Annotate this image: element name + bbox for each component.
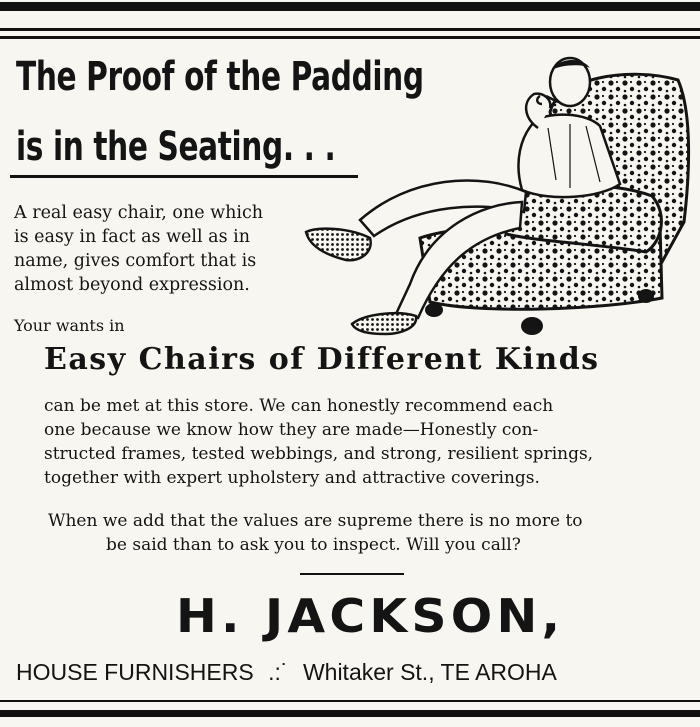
headline-line-1: The Proof of the Padding bbox=[16, 54, 424, 100]
bottom-border-rule bbox=[0, 710, 700, 717]
intro-line: almost beyond expression. bbox=[14, 275, 250, 295]
store-name: H. JACKSON, bbox=[176, 589, 565, 643]
section-divider bbox=[300, 573, 404, 575]
top-border-rule bbox=[0, 2, 700, 11]
top-double-rule-2 bbox=[0, 36, 700, 39]
body-line: together with expert upholstery and attractive coverings. bbox=[44, 468, 540, 488]
top-double-rule-1 bbox=[0, 28, 700, 31]
headline-line-2: is in the Seating. . . bbox=[16, 124, 336, 170]
body-line: one because we know how they are made—Honestly con- bbox=[44, 420, 539, 440]
shoe bbox=[306, 229, 371, 261]
footer-street-town: Whitaker St., TE AROHA bbox=[302, 659, 557, 685]
intro-line: is easy in fact as well as in bbox=[14, 227, 251, 247]
body-line: structed frames, tested webbings, and strong, resilient springs, bbox=[44, 444, 594, 464]
chair-caster bbox=[521, 317, 543, 335]
closing-line: be said than to ask you to inspect. Will you call? bbox=[106, 535, 521, 555]
footer-address bbox=[16, 656, 557, 688]
intro-line: name, gives comfort that is bbox=[14, 251, 257, 271]
shoe bbox=[352, 313, 416, 334]
armchair-illustration bbox=[300, 52, 694, 342]
wants-line: Your wants in bbox=[14, 316, 125, 335]
closing-line: When we add that the values are supreme there is no more to bbox=[48, 511, 583, 531]
subheading: Easy Chairs of Different Kinds bbox=[44, 342, 600, 377]
footer-business-type: HOUSE FURNISHERS bbox=[16, 659, 254, 685]
body-line: can be met at this store. We can honestly recommend each bbox=[44, 396, 554, 416]
chair-caster bbox=[425, 303, 443, 317]
bottom-thin-rule bbox=[0, 700, 700, 702]
footer-separator: .:˙ bbox=[268, 659, 289, 685]
intro-line: A real easy chair, one which bbox=[14, 203, 264, 223]
chair-caster bbox=[638, 289, 654, 303]
